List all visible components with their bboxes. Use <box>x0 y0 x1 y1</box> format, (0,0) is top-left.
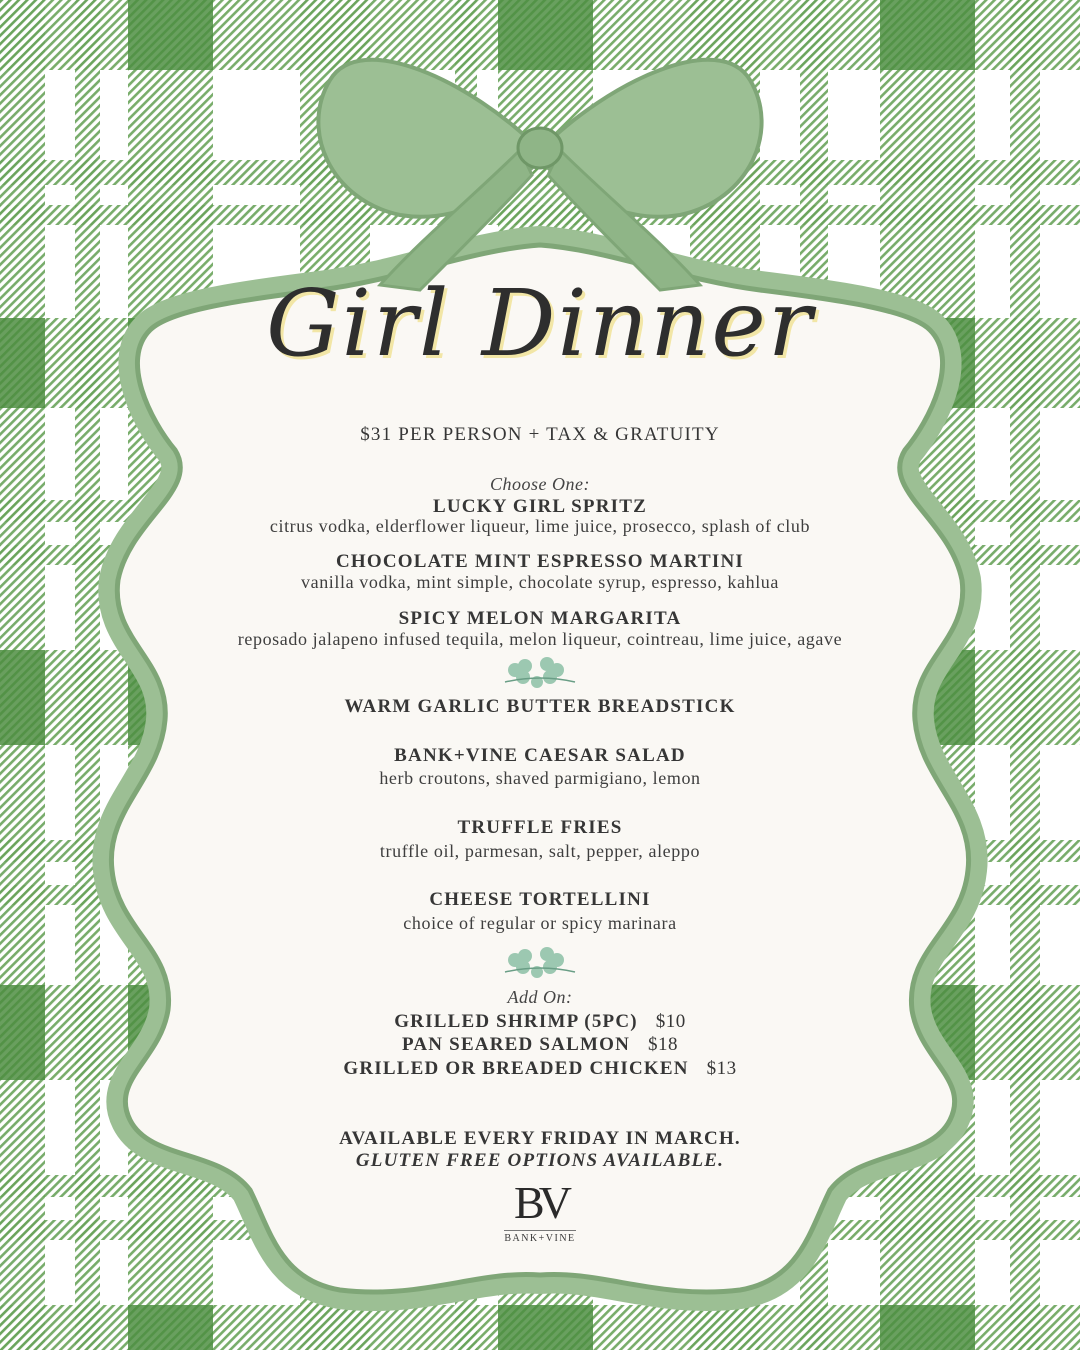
addon-name: PAN SEARED SALMON <box>401 1034 630 1055</box>
course-name: CHEESE TORTELLINI <box>429 889 651 910</box>
drinks-intro: Choose One: <box>490 474 590 494</box>
course-name: TRUFFLE FRIES <box>457 817 623 838</box>
addon-price: $10 <box>655 1011 686 1032</box>
addon-name: GRILLED OR BREADED CHICKEN <box>343 1058 689 1079</box>
drink-desc: vanilla vodka, mint simple, chocolate syrup, espresso, kahlua <box>301 572 779 592</box>
addon-item <box>0 1034 1080 1056</box>
clover-sprig-icon <box>495 942 585 982</box>
price-line: $31 PER PERSON + TAX & GRATUITY <box>360 424 720 445</box>
clover-sprig-icon <box>495 652 585 692</box>
addon-price: $18 <box>648 1034 678 1055</box>
addon-item <box>0 1011 1080 1033</box>
drink-name: SPICY MELON MARGARITA <box>398 608 682 629</box>
addon-name: GRILLED SHRIMP (5PC) <box>394 1011 638 1032</box>
bank-vine-logo <box>490 1177 590 1245</box>
course-name: BANK+VINE CAESAR SALAD <box>394 745 686 766</box>
drink-name: LUCKY GIRL SPRITZ <box>433 496 647 517</box>
footer-gluten-free: GLUTEN FREE OPTIONS AVAILABLE. <box>355 1150 725 1171</box>
menu-title: Girl Dinner <box>266 270 814 377</box>
drink-desc: reposado jalapeno infused tequila, melon liqueur, cointreau, lime juice, agave <box>237 629 843 649</box>
addon-price: $13 <box>706 1058 737 1079</box>
addons-intro: Add On: <box>507 987 573 1007</box>
course-name: WARM GARLIC BUTTER BREADSTICK <box>344 696 736 717</box>
logo-name: BANK+VINE <box>504 1230 575 1244</box>
addon-item <box>0 1058 1080 1080</box>
drink-name: CHOCOLATE MINT ESPRESSO MARTINI <box>336 551 744 572</box>
logo-mark: BV <box>514 1177 566 1228</box>
course-desc: herb croutons, shaved parmigiano, lemon <box>379 768 701 788</box>
footer-availability: AVAILABLE EVERY FRIDAY IN MARCH. <box>339 1128 741 1149</box>
course-desc: truffle oil, parmesan, salt, pepper, aleppo <box>379 841 701 861</box>
course-desc: choice of regular or spicy marinara <box>403 913 677 933</box>
drink-desc: citrus vodka, elderflower liqueur, lime juice, prosecco, splash of club <box>269 516 811 536</box>
